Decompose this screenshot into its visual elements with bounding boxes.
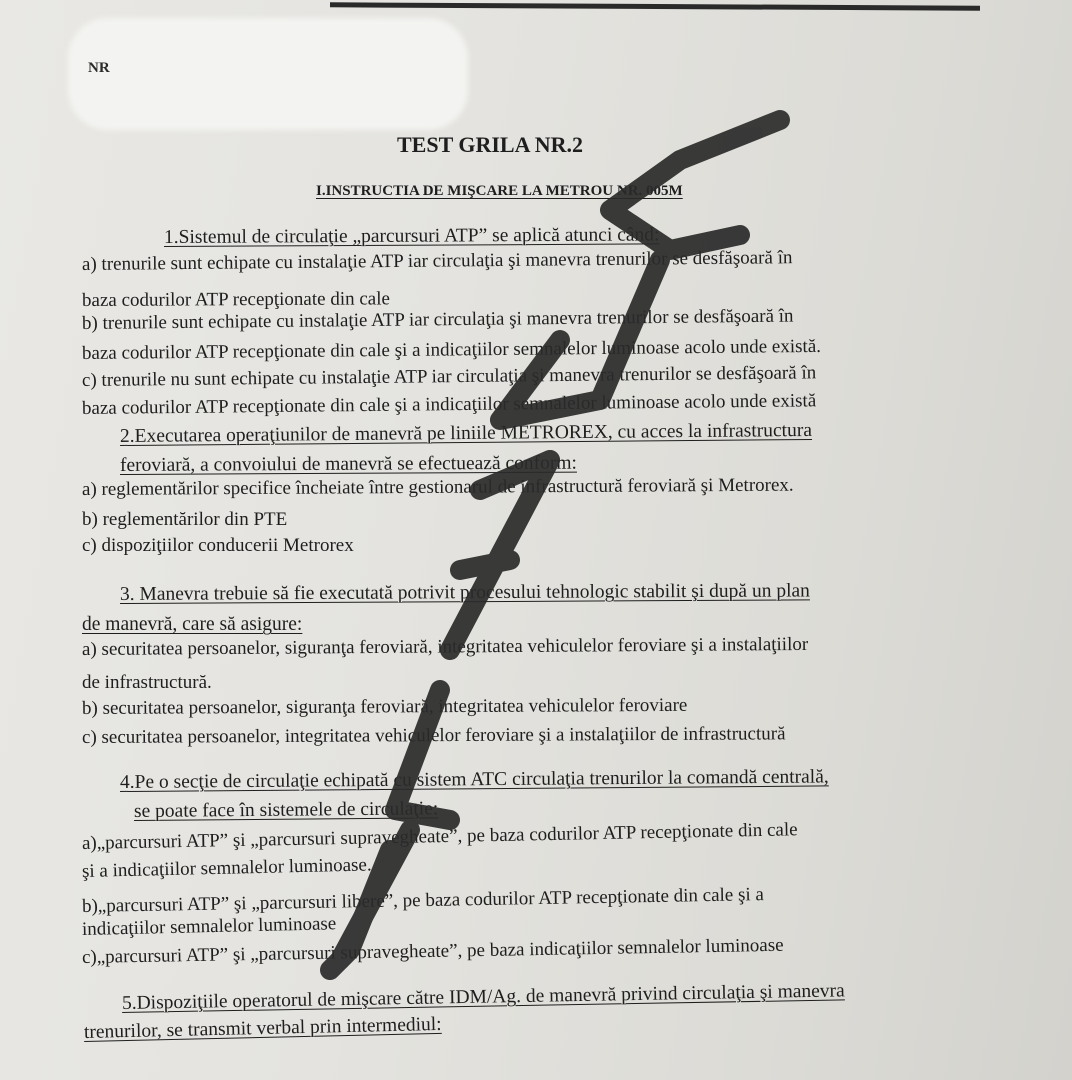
question-4-line-2: se poate face în sistemele de circulaţie: (133, 798, 439, 822)
question-4-answer-a-line-1: a)„parcursuri ATP” şi „parcursuri supravegheate”, pe baza codurilor ATP recepţionate din cale (81, 819, 798, 854)
question-4-answer-a-line-2: şi a indicaţiilor semnalelor luminoase. (81, 854, 372, 882)
question-3-answer-a-line-2: de infrastructură. (82, 672, 212, 693)
question-2-line-2: feroviară, a convoiului de manevră se efectuează conform: (119, 452, 577, 476)
question-3-answer-b: b) securitatea persoanelor, siguranţa feroviară, integritatea vehiculelor feroviare (81, 694, 688, 719)
section-title-text: I.INSTRUCTIA DE MIŞCARE LA METROU NR. 005M (316, 183, 683, 199)
question-4-answer-b-line-2: indicaţiilor semnalelor luminoase (81, 913, 337, 940)
question-1-answer-b-line-2: baza codurilor ATP recepţionate din cale şi a indicaţiilor semnalelor luminoase acolo unde există. (81, 335, 822, 364)
question-4-answer-b-line-1: b)„parcursuri ATP” şi „parcursuri libere”, pe baza codurilor ATP recepţionate din cale şi a (81, 884, 765, 917)
question-3-line-1: 3. Manevra trebuie să fie executată potrivit procesului tehnologic stabilit şi după un plan (119, 580, 810, 605)
question-2-line-1: 2.Executarea operaţiunilor de manevră pe liniile METROREX, cu acces la infrastructura (119, 419, 813, 447)
question-3-answer-a-line-1: a) securitatea persoanelor, siguranţa feroviară, integritatea vehiculelor feroviare şi a instalaţiilor (81, 633, 809, 660)
question-1-answer-a-line-2: baza codurilor ATP recepţionate din cale (81, 288, 390, 311)
header-fragment: NR (88, 60, 110, 76)
question-4-line-1: 4.Pe o secţie de circulaţie echipată cu sistem ATC circulaţia trenurilor la comandă centrală, (119, 766, 829, 793)
question-3-line-2: de manevră, care să asigure: (82, 614, 303, 635)
question-3-answer-c: c) securitatea persoanelor, integritatea vehiculelor feroviare şi a instalaţiilor de infrastructură (81, 723, 786, 748)
question-5-line-2: trenurilor, se transmit verbal prin intermediul: (83, 1013, 442, 1043)
document-title: TEST GRILA NR.2 (397, 132, 584, 157)
question-4-answer-c: c)„parcursuri ATP” şi „parcursuri supravegheate”, pe baza indicaţiilor semnalelor luminoase (81, 934, 784, 968)
redaction-blur (68, 18, 468, 130)
section-title (316, 180, 683, 202)
question-2-answer-b: b) reglementărilor din PTE (82, 509, 288, 530)
question-1-answer-a-line-1: a) trenurile sunt echipate cu instalaţie ATP iar circulaţia şi manevra trenurilor se desfăşoară în (81, 247, 793, 275)
question-1-answer-b-line-1: b) trenurile sunt echipate cu instalaţie ATP iar circulaţia şi manevra trenurilor se desfăşoară în (81, 305, 794, 334)
question-2-answer-c: c) dispoziţiilor conducerii Metrorex (82, 535, 354, 556)
question-1-answer-c-line-2: baza codurilor ATP recepţionate din cale şi a indicaţiilor semnalelor luminoase acolo unde există (81, 390, 817, 419)
question-1-line-1: 1.Sistemul de circulaţie „parcursuri ATP” se aplică atunci când: (163, 224, 660, 248)
question-1-answer-c-line-1: c) trenurile nu sunt echipate cu instalaţie ATP iar circulaţia şi manevra trenurilor se desfăşoară în (81, 362, 817, 391)
question-2-answer-a: a) reglementărilor specifice încheiate între gestionarul de infrastructură feroviară şi Metrorex. (81, 474, 794, 500)
question-5-line-1: 5.Dispoziţiile operatorul de mişcare către IDM/Ag. de manevră privind circulaţia şi manevra (121, 980, 845, 1014)
